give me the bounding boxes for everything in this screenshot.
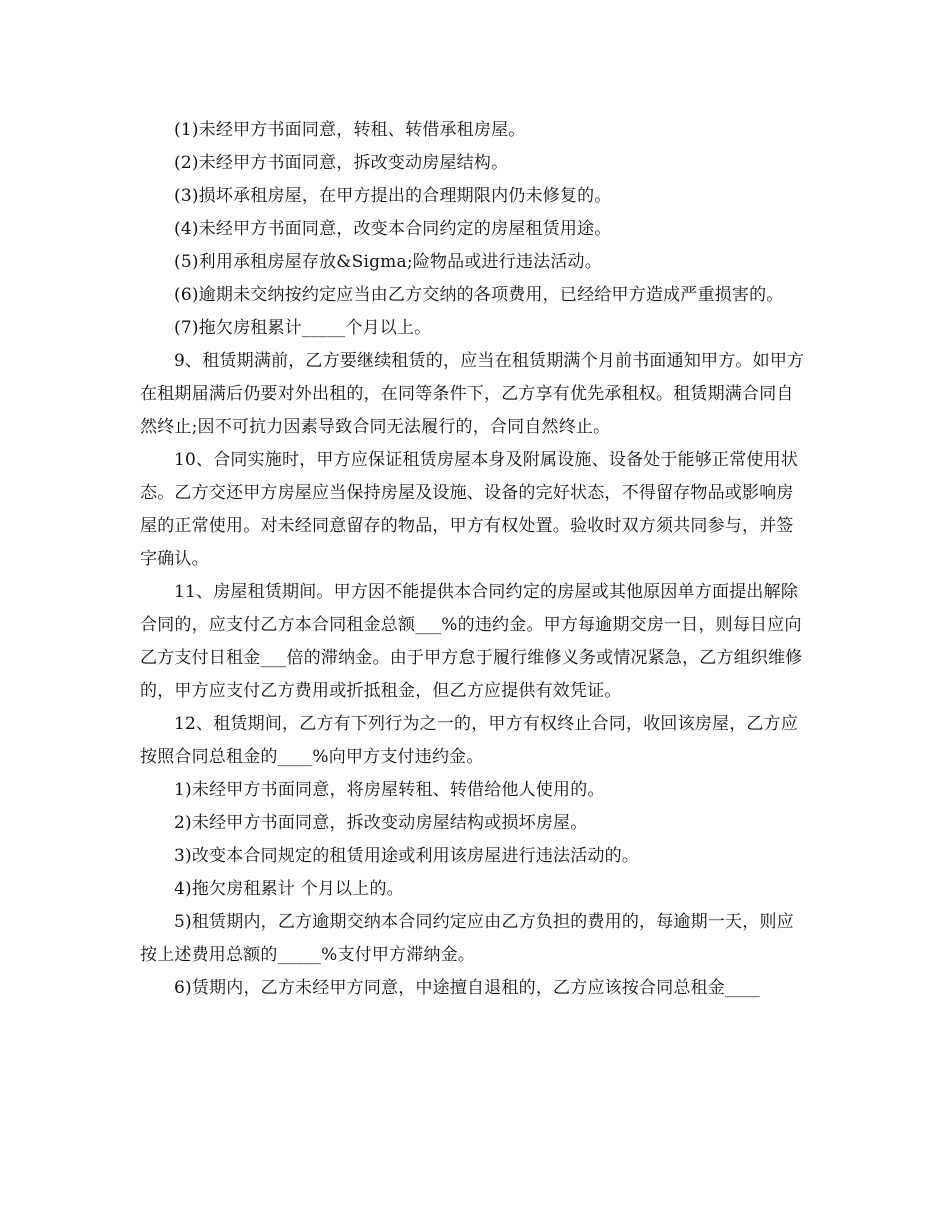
clause-paragraph: 9、租赁期满前，乙方要继续租赁的，应当在租赁期满个月前书面通知甲方。如甲方在租期届满后仍要对外出租的，在同等条件下，乙方享有优先承租权。租赁期满合同自然终止;因不可抗力因素导致合同无法履行的，合同自然终止。 [140, 351, 805, 437]
clause-paragraph: 11、房屋租赁期间。甲方因不能提供本合同约定的房屋或其他原因单方面提出解除合同的，应支付乙方本合同租金总额___%的违约金。甲方每逾期交房一日，则每日应向乙方支付日租金___倍的滞纳金。由于甲方怠于履行维修义务或情况紧急，乙方组织维修的，甲方应支付乙方费用或折抵租金，但乙方应提供有效凭证。 [140, 582, 803, 701]
clause-item: (6)逾期未交纳按约定应当由乙方交纳的各项费用，已经给甲方造成严重损害的。 [174, 285, 784, 305]
clause-item: 6)赁期内，乙方未经甲方同意，中途擅自退租的，乙方应该按合同总租金____ [174, 978, 760, 998]
clause-item: 1)未经甲方书面同意，将房屋转租、转借给他人使用的。 [174, 780, 605, 800]
clause-item: 3)改变本合同规定的租赁用途或利用该房屋进行违法活动的。 [174, 846, 640, 866]
clause-item: (7)拖欠房租累计_____个月以上。 [174, 318, 432, 338]
clause-item: 5)租赁期内，乙方逾期交纳本合同约定应由乙方负担的费用的，每逾期一天，则应按上述费用总额的_____%支付甲方滞纳金。 [140, 912, 794, 965]
clause-item: 4)拖欠房租累计 个月以上的。 [174, 879, 404, 899]
clause-paragraph: 10、合同实施时，甲方应保证租赁房屋本身及附属设施、设备处于能够正常使用状态。乙方交还甲方房屋应当保持房屋及设施、设备的完好状态，不得留存物品或影响房屋的正常使用。对未经同意留存的物品，甲方有权处置。验收时双方须共同参与，并签字确认。 [140, 450, 799, 569]
clause-item: (4)未经甲方书面同意，改变本合同约定的房屋租赁用途。 [174, 219, 612, 239]
clause-item: (1)未经甲方书面同意，转租、转借承租房屋。 [174, 120, 526, 140]
clause-item: (5)利用承租房屋存放&Sigma;险物品或进行违法活动。 [174, 252, 602, 272]
document-body [140, 114, 810, 1005]
clause-paragraph: 12、租赁期间，乙方有下列行为之一的，甲方有权终止合同，收回该房屋，乙方应按照合同总租金的____%向甲方支付违约金。 [140, 714, 799, 767]
clause-item: (2)未经甲方书面同意，拆改变动房屋结构。 [174, 153, 509, 173]
clause-item: 2)未经甲方书面同意，拆改变动房屋结构或损坏房屋。 [174, 813, 588, 833]
clause-item: (3)损坏承租房屋，在甲方提出的合理期限内仍未修复的。 [174, 186, 612, 206]
